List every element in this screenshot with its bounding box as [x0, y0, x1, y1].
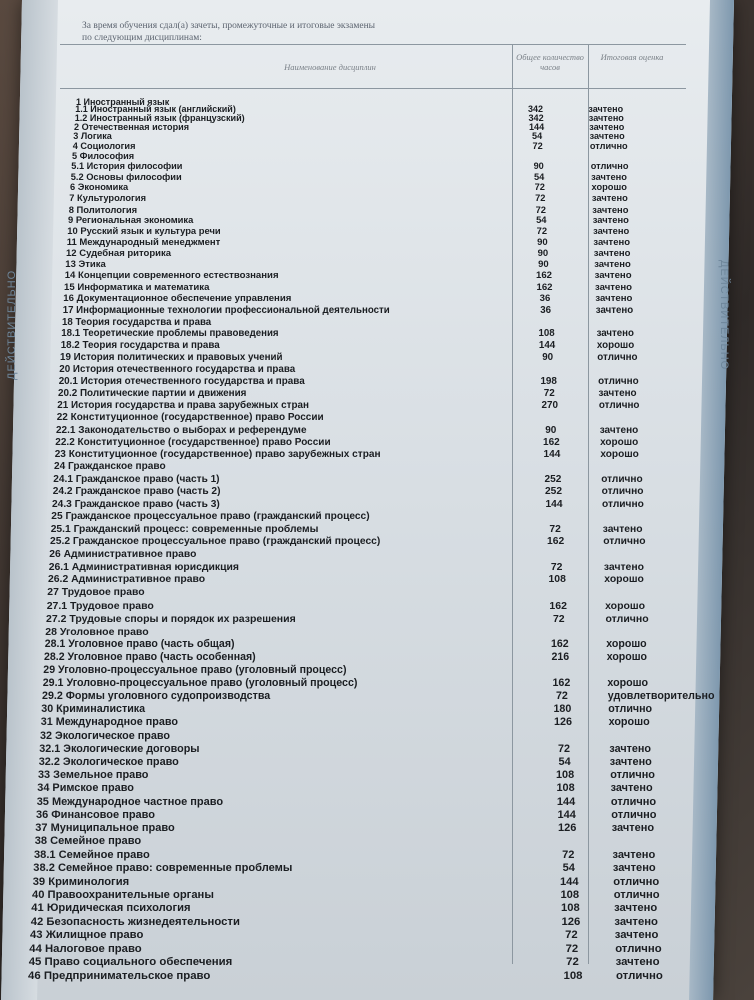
discipline-grade: хорошо	[606, 638, 647, 651]
table-row	[0, 970, 754, 982]
discipline-grade: зачтено	[612, 862, 656, 875]
table-row	[0, 574, 754, 586]
discipline-hours: 144	[538, 340, 556, 352]
table-top-border	[60, 44, 686, 45]
discipline-name: 20.2 Политические партии и движения	[58, 388, 247, 399]
discipline-name: 31 Международное право	[40, 716, 178, 729]
discipline-grade: удовлетворительно	[607, 690, 715, 703]
discipline-hours: 162	[535, 270, 552, 282]
discipline-name: 35 Международное частное право	[36, 795, 224, 808]
discipline-hours: 126	[561, 915, 581, 928]
discipline-grade: зачтено	[589, 131, 625, 142]
table-row	[0, 400, 754, 412]
discipline-name: 2 Отечественная история	[74, 121, 190, 132]
discipline-hours: 108	[538, 328, 555, 340]
discipline-name: 12 Судебная риторика	[66, 247, 172, 259]
discipline-grade: отлично	[610, 769, 655, 781]
table-row	[0, 690, 754, 702]
discipline-hours: 72	[557, 742, 570, 755]
discipline-name: 17 Информационные технологии профессиональной деятельности	[62, 304, 390, 316]
discipline-hours: 90	[545, 424, 557, 436]
discipline-name: 24.2 Гражданское право (часть 2)	[52, 486, 221, 498]
discipline-grade: отлично	[590, 161, 629, 172]
discipline-hours: 54	[532, 131, 543, 142]
discipline-name: 22 Конституционное (государственное) право России	[56, 412, 324, 424]
discipline-grade: отлично	[613, 875, 660, 888]
discipline-grade: зачтено	[593, 247, 631, 259]
table-row	[0, 293, 754, 305]
discipline-grade: хорошо	[596, 340, 635, 352]
table-row	[0, 600, 754, 612]
discipline-hours: 144	[557, 808, 576, 821]
table-row	[0, 248, 754, 260]
discipline-grade: зачтено	[598, 388, 637, 399]
discipline-grade: зачтено	[595, 293, 633, 305]
table-row	[0, 651, 754, 663]
discipline-hours: 144	[559, 875, 579, 888]
discipline-grade: хорошо	[606, 651, 648, 664]
edge-watermark-right: ДЕЙСТВИТЕЛЬНО	[718, 260, 730, 371]
discipline-hours: 54	[558, 755, 571, 768]
discipline-hours: 54	[536, 214, 547, 226]
discipline-grade: зачтено	[602, 523, 643, 535]
table-row	[0, 388, 754, 400]
column-header-name: Наименование дисциплин	[284, 62, 376, 72]
table-row	[0, 943, 754, 955]
discipline-hours: 72	[566, 956, 579, 969]
discipline-grade: отлично	[605, 612, 649, 625]
discipline-grade: зачтено	[589, 121, 625, 132]
discipline-hours: 144	[545, 498, 563, 510]
discipline-hours: 72	[565, 929, 578, 942]
discipline-grade: зачтено	[593, 236, 631, 248]
discipline-hours: 90	[537, 236, 548, 248]
table-row	[0, 499, 754, 511]
discipline-name: 27.1 Трудовое право	[46, 599, 154, 612]
discipline-grade: хорошо	[600, 436, 639, 448]
discipline-hours: 72	[543, 388, 555, 399]
discipline-hours: 198	[540, 376, 557, 387]
discipline-hours: 108	[556, 782, 575, 795]
discipline-name: 27.2 Трудовые споры и порядок их разрешения	[46, 612, 296, 625]
table-row	[0, 437, 754, 449]
discipline-name: 26.1 Административная юрисдикция	[48, 561, 239, 573]
discipline-grade: зачтено	[615, 956, 660, 969]
table-row	[0, 270, 754, 282]
discipline-hours: 162	[543, 436, 560, 448]
discipline-grade: зачтено	[596, 328, 634, 340]
discipline-name: 24 Гражданское право	[54, 461, 166, 473]
discipline-hours: 72	[550, 561, 563, 573]
discipline-grade: зачтено	[609, 755, 652, 768]
table-row	[0, 876, 754, 888]
table-row	[0, 425, 754, 437]
discipline-name: 14 Концепции современного естествознания	[64, 270, 279, 282]
discipline-hours: 144	[543, 449, 561, 460]
discipline-grade: отлично	[613, 888, 660, 901]
table-row	[0, 626, 754, 638]
discipline-name: 3 Логика	[73, 131, 112, 142]
discipline-name: 30 Криминалистика	[41, 703, 146, 716]
discipline-name: 29.1 Уголовно-процессуальное право (уголовный процесс)	[42, 677, 358, 690]
discipline-name: 15 Информатика и математика	[64, 281, 210, 293]
discipline-grade: зачтено	[599, 424, 639, 436]
table-row	[0, 862, 754, 874]
table-row	[0, 835, 754, 847]
discipline-hours: 162	[549, 599, 567, 612]
discipline-name: 38.1 Семейное право	[34, 848, 150, 861]
discipline-grade: хорошо	[605, 599, 646, 612]
intro-line: За время обучения сдал(а) зачеты, промежуточные и итоговые экзамены	[82, 21, 376, 31]
discipline-name: 37 Муниципальное право	[35, 822, 175, 835]
discipline-grade: отлично	[615, 942, 662, 955]
discipline-grade: хорошо	[591, 182, 627, 192]
table-row	[0, 524, 754, 536]
table-row	[0, 352, 754, 364]
table-row	[0, 743, 754, 755]
discipline-name: 18.1 Теоретические проблемы правоведения	[61, 328, 279, 340]
discipline-grade: хорошо	[604, 574, 644, 586]
discipline-name: 13 Этика	[65, 259, 106, 270]
discipline-hours: 90	[537, 247, 549, 259]
discipline-name: 6 Экономика	[70, 182, 129, 192]
table-row	[0, 677, 754, 689]
discipline-name: 1.1 Иностранный язык (английский)	[75, 104, 236, 115]
table-row	[0, 716, 754, 728]
table-row	[0, 822, 754, 834]
discipline-grade: зачтено	[609, 742, 652, 755]
table-row	[0, 376, 754, 388]
discipline-grade: отлично	[608, 703, 653, 716]
discipline-hours: 270	[541, 400, 559, 412]
discipline-hours: 72	[549, 523, 561, 535]
discipline-name: 24.1 Гражданское право (часть 1)	[53, 473, 220, 485]
intro-line: по следующим дисциплинам:	[82, 33, 202, 43]
discipline-name: 20 История отечественного государства и права	[59, 364, 296, 375]
discipline-hours: 72	[535, 203, 547, 215]
discipline-grade: зачтено	[593, 225, 630, 237]
discipline-hours: 126	[558, 822, 577, 835]
discipline-name: 19 История политических и правовых учений	[60, 352, 283, 364]
discipline-name: 26 Административное право	[49, 549, 197, 560]
discipline-name: 42 Безопасность жизнедеятельности	[30, 915, 240, 928]
discipline-name: 43 Жилищное право	[30, 929, 144, 942]
table-row	[0, 849, 754, 861]
discipline-name: 36 Финансовое право	[36, 808, 156, 821]
discipline-name: 5.1 История философии	[71, 161, 183, 172]
discipline-hours: 144	[556, 795, 576, 808]
intro-text	[82, 20, 375, 44]
discipline-name: 1.2 Иностранный язык (французский)	[74, 112, 245, 123]
discipline-name: 22.1 Законодательство о выборах и референдуме	[56, 424, 307, 436]
table-row	[0, 549, 754, 561]
table-row	[0, 756, 754, 768]
discipline-name: 40 Правоохранительные органы	[32, 888, 214, 901]
discipline-hours: 162	[536, 281, 553, 293]
discipline-name: 18.2 Теория государства и права	[60, 340, 220, 352]
discipline-name: 32 Экологическое право	[40, 729, 170, 742]
discipline-grade: зачтено	[610, 782, 653, 795]
discipline-grade: отлично	[589, 141, 628, 151]
discipline-grade: зачтено	[588, 104, 624, 115]
discipline-name: 38 Семейное право	[34, 835, 142, 848]
discipline-name: 24.3 Гражданское право (часть 3)	[52, 498, 220, 510]
discipline-name: 8 Политология	[68, 203, 138, 215]
discipline-hours: 72	[565, 942, 579, 955]
discipline-grade: зачтено	[588, 112, 624, 123]
table-row	[0, 587, 754, 599]
discipline-hours: 342	[528, 112, 544, 123]
discipline-name: 10 Русский язык и культура речи	[67, 225, 221, 237]
table-row	[0, 364, 754, 376]
discipline-name: 25.2 Гражданское процессуальное право (гражданский процесс)	[50, 536, 381, 548]
discipline-grade: зачтено	[592, 214, 629, 226]
table-row	[0, 889, 754, 901]
discipline-grade: зачтено	[611, 822, 655, 835]
discipline-name: 44 Налоговое право	[29, 942, 142, 955]
discipline-name: 1 Иностранный язык	[76, 97, 170, 107]
table-row	[0, 305, 754, 317]
discipline-name: 34 Римское право	[37, 782, 134, 795]
discipline-name: 21 История государства и права зарубежных стран	[57, 400, 309, 412]
discipline-hours: 72	[555, 690, 568, 703]
discipline-grade: отлично	[598, 400, 640, 412]
discipline-grade: хорошо	[607, 677, 649, 690]
table-row	[0, 796, 754, 808]
discipline-grade: отлично	[602, 498, 644, 510]
discipline-name: 29 Уголовно-процессуальное право (уголовный процесс)	[43, 664, 347, 677]
discipline-name: 28.1 Уголовное право (часть общая)	[44, 638, 235, 651]
discipline-name: 7 Культурология	[69, 192, 147, 203]
discipline-name: 25 Гражданское процессуальное право (гражданский процесс)	[51, 511, 370, 523]
discipline-grade: зачтено	[614, 915, 658, 928]
discipline-hours: 108	[560, 888, 580, 901]
discipline-hours: 36	[540, 304, 551, 316]
discipline-name: 25.1 Гражданский процесс: современные проблемы	[50, 523, 319, 535]
discipline-grade: зачтено	[603, 561, 644, 573]
discipline-grade: зачтено	[594, 259, 631, 270]
table-row	[0, 412, 754, 424]
discipline-name: 33 Земельное право	[38, 769, 149, 781]
discipline-name: 23 Конституционное (государственное) право зарубежных стран	[54, 449, 381, 460]
discipline-name: 20.1 История отечественного государства и права	[58, 376, 305, 387]
discipline-hours: 54	[534, 171, 545, 182]
discipline-hours: 54	[562, 862, 575, 875]
discipline-hours: 90	[542, 352, 554, 364]
discipline-name: 22.2 Конституционное (государственное) право России	[55, 436, 331, 448]
table-row	[0, 328, 754, 340]
table-row	[0, 237, 754, 249]
discipline-hours: 252	[544, 473, 562, 485]
discipline-hours: 162	[550, 638, 569, 651]
discipline-hours: 108	[548, 574, 566, 586]
table-row	[0, 317, 754, 329]
discipline-name: 45 Право социального обеспечения	[28, 956, 233, 969]
discipline-hours: 342	[527, 104, 544, 115]
discipline-hours: 108	[561, 902, 580, 915]
discipline-hours: 126	[553, 716, 572, 729]
discipline-name: 16 Документационное обеспечение управления	[63, 293, 292, 305]
table-row	[0, 703, 754, 715]
table-row	[0, 638, 754, 650]
table-row	[0, 449, 754, 461]
discipline-hours: 144	[529, 121, 545, 132]
discipline-grade: зачтено	[595, 304, 634, 316]
discipline-name: 39 Криминология	[32, 875, 130, 888]
discipline-name: 29.2 Формы уголовного судопроизводства	[42, 690, 271, 703]
discipline-name: 5 Философия	[72, 151, 135, 161]
discipline-grade: отлично	[610, 795, 657, 808]
discipline-hours: 72	[536, 225, 548, 237]
table-row	[0, 664, 754, 676]
table-row	[0, 474, 754, 486]
discipline-hours: 162	[552, 677, 571, 690]
table-row	[0, 782, 754, 794]
discipline-hours: 72	[532, 141, 543, 151]
discipline-hours: 252	[545, 486, 562, 498]
table-row	[0, 956, 754, 968]
discipline-grade: хорошо	[600, 449, 639, 460]
discipline-grade: отлично	[616, 970, 663, 982]
discipline-grade: отлично	[603, 536, 646, 548]
discipline-name: 46 Предпринимательское право	[28, 970, 211, 982]
table-row	[0, 259, 754, 271]
discipline-name: 28.2 Уголовное право (часть особенная)	[44, 651, 256, 664]
discipline-hours: 72	[535, 192, 546, 203]
discipline-name: 9 Региональная экономика	[68, 214, 194, 226]
edge-watermark-left: ДЕЙСТВИТЕЛЬНО	[6, 269, 18, 380]
discipline-grade: отлично	[601, 486, 644, 498]
discipline-name: 18 Теория государства и права	[62, 316, 212, 328]
header-bottom-border	[60, 88, 686, 89]
table-row	[0, 929, 754, 941]
discipline-grade: хорошо	[608, 716, 650, 729]
table-row	[0, 809, 754, 821]
discipline-hours: 108	[556, 769, 575, 781]
discipline-grade: отлично	[598, 376, 639, 387]
discipline-grade: отлично	[611, 808, 657, 821]
discipline-grade: зачтено	[612, 848, 656, 861]
table-row	[0, 916, 754, 928]
table-row	[0, 613, 754, 625]
discipline-name: 28 Уголовное право	[45, 625, 149, 638]
discipline-name: 41 Юридическая психология	[31, 902, 191, 915]
table-row	[0, 730, 754, 742]
discipline-name: 27 Трудовое право	[47, 587, 145, 599]
discipline-grade: отлично	[601, 473, 643, 485]
discipline-name: 11 Международный менеджмент	[66, 236, 221, 248]
discipline-grade: зачтено	[592, 203, 629, 215]
table-row	[0, 562, 754, 574]
table-row	[0, 536, 754, 548]
discipline-name: 5.2 Основы философии	[70, 171, 182, 182]
discipline-name: 38.2 Семейное право: современные проблемы	[33, 862, 293, 875]
discipline-hours: 162	[547, 536, 565, 548]
discipline-grade: зачтено	[591, 171, 627, 182]
discipline-hours: 90	[533, 161, 544, 172]
table-row	[0, 282, 754, 294]
discipline-name: 26.2 Административное право	[48, 574, 206, 586]
table-row	[0, 511, 754, 523]
discipline-name: 32.2 Экологическое право	[38, 755, 179, 768]
discipline-grade: зачтено	[595, 281, 632, 293]
table-row	[0, 769, 754, 781]
table-row	[0, 902, 754, 914]
discipline-hours: 72	[534, 182, 545, 192]
discipline-hours: 108	[563, 970, 583, 982]
table-row	[0, 461, 754, 473]
discipline-hours: 36	[539, 293, 551, 305]
discipline-hours: 216	[551, 651, 570, 664]
discipline-grade: зачтено	[591, 192, 628, 203]
discipline-hours: 72	[552, 612, 565, 625]
column-header-hours: Общее количество часов	[516, 52, 584, 72]
discipline-name: 32.1 Экологические договоры	[39, 742, 200, 755]
discipline-grade: зачтено	[614, 902, 658, 915]
discipline-grade: зачтено	[594, 270, 632, 282]
table-row	[0, 486, 754, 498]
table-row	[0, 340, 754, 352]
discipline-grade: зачтено	[614, 929, 659, 942]
discipline-hours: 90	[538, 259, 549, 270]
discipline-name: 4 Социология	[72, 141, 136, 151]
discipline-hours: 180	[553, 703, 572, 716]
discipline-hours: 72	[562, 848, 575, 861]
discipline-grade: отлично	[597, 352, 638, 364]
column-header-grade: Итоговая оценка	[600, 52, 664, 62]
